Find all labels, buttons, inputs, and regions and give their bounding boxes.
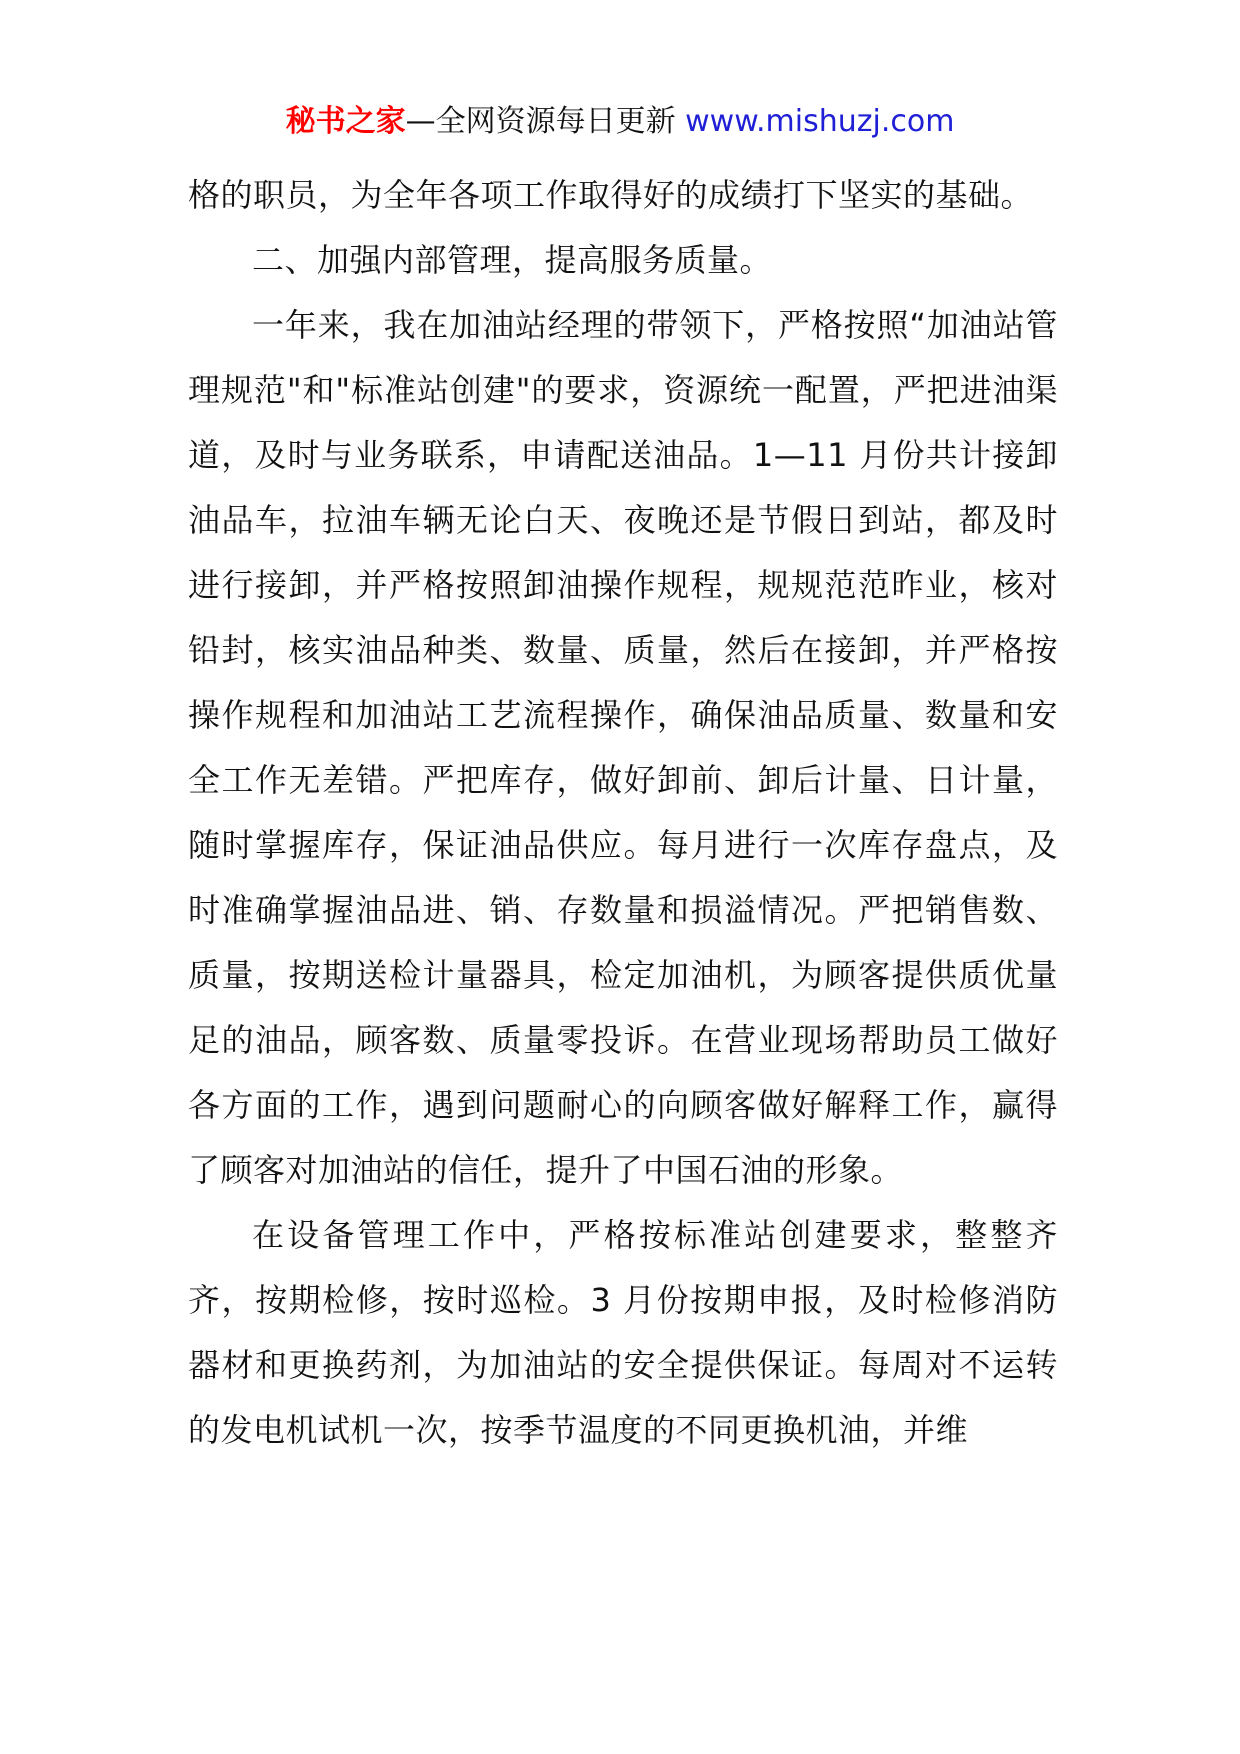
site-brand: 秘书之家: [285, 104, 406, 139]
paragraph-management: 一年来，我在加油站经理的带领下，严格按照“加油站管理规范"和"标准站创建"的要求，资源统一配置，严把进油渠道，及时与业务联系，申请配送油品。1—11 月份共计接卸油品车，拉油车辆无论白天、夜晚还是节假日到站，都及时进行接卸，并严格按照卸油操作规程，规规范范昨业，核对铅封，核实油品种类、数量、质量，然后在接卸，并严格按操作规程和加油站工艺流程操作，确保油品质量、数量和安全工作无差错。严把库存，做好卸前、卸后计量、日计量，随时掌握库存，保证油品供应。每月进行一次库存盘点，及时准确掌握油品进、销、存数量和损溢情况。严把销售数、质量，按期送检计量器具，检定加油机，为顾客提供质优量足的油品，顾客数、质量零投诉。在营业现场帮助员工做好各方面的工作，遇到问题耐心的向顾客做好解释工作，赢得了顾客对加油站的信任，提升了中国石油的形象。: [188, 306, 1058, 1189]
document-body: [188, 163, 1058, 1463]
section-heading: 二、加强内部管理，提高服务质量。: [252, 241, 773, 279]
paragraph-equipment: 在设备管理工作中，严格按标准站创建要求，整整齐齐，按期检修，按时巡检。3 月份按期申报，及时检修消防器材和更换药剂，为加油站的安全提供保证。每周对不运转的发电机试机一次，按季节温度的不同更换机油，并维: [188, 1216, 1058, 1449]
site-url-link[interactable]: www.mishuzj.com: [685, 104, 955, 139]
site-slogan: —全网资源每日更新: [405, 104, 686, 139]
site-header: [0, 102, 1240, 142]
paragraph-continued: 格的职员，为全年各项工作取得好的成绩打下坚实的基础。: [188, 176, 1034, 214]
